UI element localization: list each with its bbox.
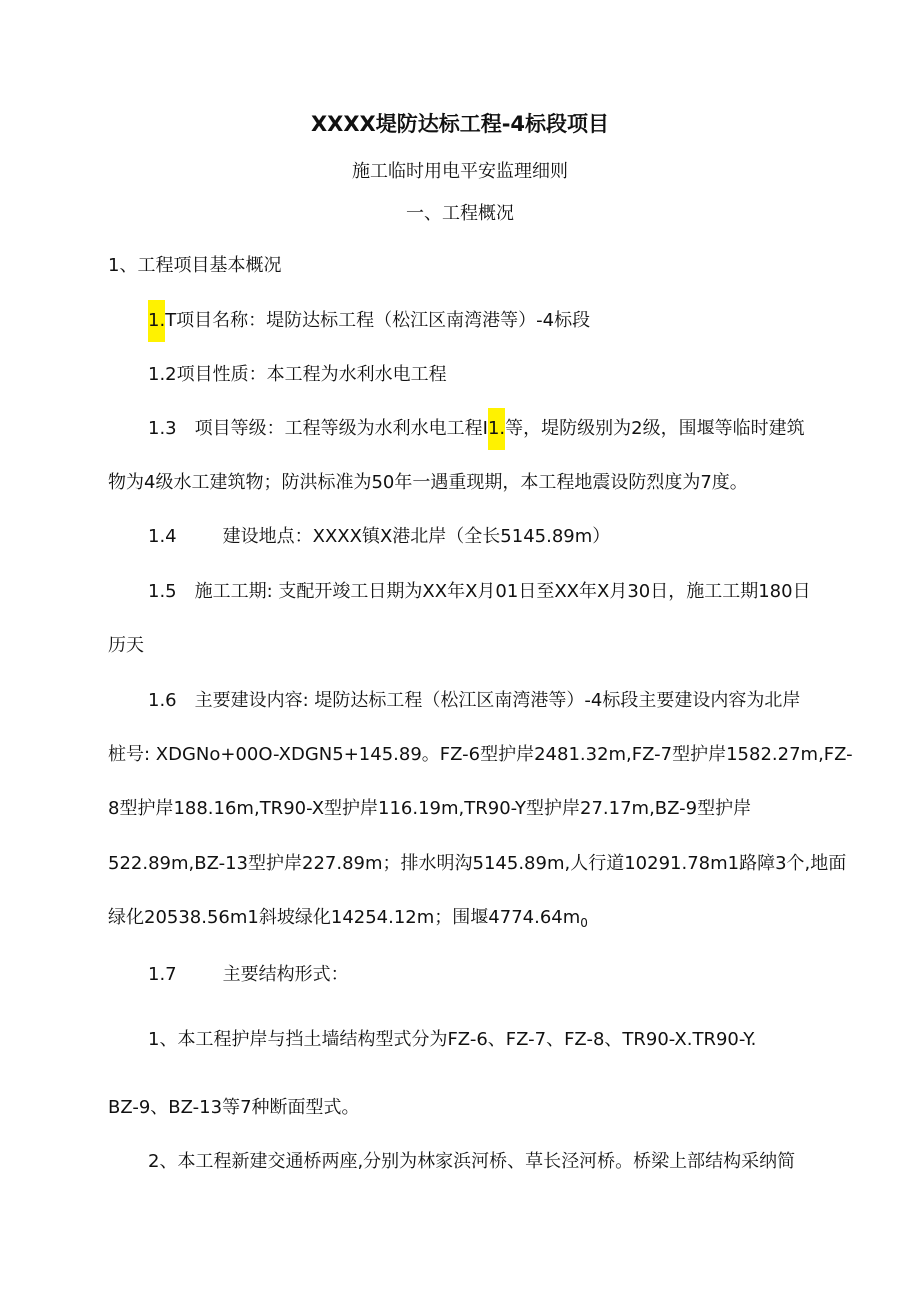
paragraph-1-1-text: T项目名称：堤防达标工程（松江区南湾港等）-4标段: [165, 310, 591, 331]
paragraph-1-6-line-5: [108, 906, 588, 935]
document-subtitle: 施工临时用电平安监理细则: [352, 161, 568, 182]
highlight-mark: 1.: [488, 408, 505, 450]
heading-basic-overview: 1、工程项目基本概况: [108, 255, 282, 276]
highlight-mark: 1.: [148, 300, 165, 342]
paragraph-1-3-text-b: 等，堤防级别为2级，围堰等临时建筑: [505, 418, 805, 439]
paragraph-1-7: [148, 963, 349, 987]
paragraph-1-4-text: 建设地点：XXXX镇X港北岸（全长5145.89m）: [222, 526, 611, 547]
paragraph-1-3: [148, 417, 805, 441]
paragraph-1-5-text: 施工工期: 支配开竣工日期为XX年X月01日至XX年X月30日，施工工期180日: [194, 581, 811, 602]
paragraph-1-3-text-a: 项目等级：工程等级为水利水电工程I: [194, 418, 488, 439]
structure-item-1: 1、本工程护岸与挡土墙结构型式分为FZ-6、FZ-7、FZ-8、TR90-X.TR90-Y.: [148, 1029, 757, 1050]
paragraph-1-6: [148, 689, 800, 713]
paragraph-1-4-number: 1.4: [148, 526, 177, 547]
structure-item-2: 2、本工程新建交通桥两座,分别为林家浜河桥、草长泾河桥。桥梁上部结构采纳简: [148, 1151, 796, 1172]
paragraph-1-6-text: 主要建设内容: 堤防达标工程（松江区南湾港等）-4标段主要建设内容为北岸: [194, 690, 801, 711]
paragraph-1-3-number: 1.3: [148, 418, 177, 439]
paragraph-1-7-number: 1.7: [148, 964, 177, 985]
paragraph-1-4: [148, 525, 610, 549]
paragraph-1-5-continued: 历天: [108, 635, 144, 656]
paragraph-1-6-number: 1.6: [148, 690, 177, 711]
paragraph-1-7-text: 主要结构形式：: [222, 964, 349, 985]
paragraph-1-5-number: 1.5: [148, 581, 177, 602]
paragraph-1-5: [148, 580, 811, 604]
paragraph-1-2: 1.2项目性质：本工程为水利水电工程: [148, 364, 447, 385]
section-heading: 一、工程概况: [406, 203, 514, 224]
paragraph-1-6-line-3: 8型护岸188.16m,TR90-X型护岸116.19m,TR90-Y型护岸27.17m,BZ-9型护岸: [108, 798, 752, 819]
paragraph-1-1: [148, 309, 590, 333]
paragraph-1-6-line-5-text: 绿化20538.56m1斜坡绿化14254.12m；围堰4774.64m: [108, 907, 581, 928]
paragraph-1-6-line-2: 桩号: XDGNo+00O-XDGN5+145.89。FZ-6型护岸2481.32m,FZ-7型护岸1582.27m,FZ-: [108, 744, 853, 765]
paragraph-1-3-continued: 物为4级水工建筑物；防洪标准为50年一遇重现期，本工程地震设防烈度为7度。: [108, 472, 748, 493]
structure-item-1-continued: BZ-9、BZ-13等7种断面型式。: [108, 1097, 360, 1118]
document-title: XXXX堤防达标工程-4标段项目: [310, 112, 610, 136]
paragraph-1-6-line-4: 522.89m,BZ-13型护岸227.89m；排水明沟5145.89m,人行道10291.78m1路障3个,地面: [108, 853, 847, 874]
subscript-zero: 0: [580, 916, 588, 930]
